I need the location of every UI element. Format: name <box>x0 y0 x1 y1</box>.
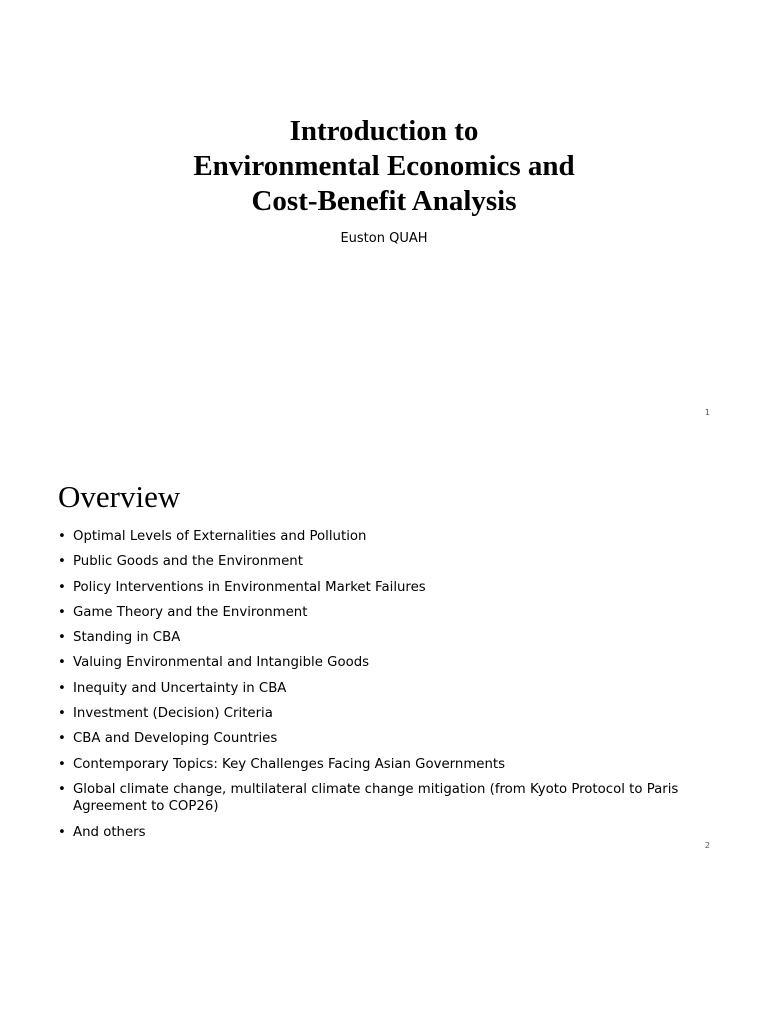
list-item-text: Contemporary Topics: Key Challenges Facing Asian Governments <box>73 756 506 772</box>
list-item-text: Standing in CBA <box>73 630 181 646</box>
bullet-dot-icon: • <box>58 604 66 620</box>
list-item <box>58 629 698 647</box>
list-item <box>58 781 698 816</box>
title-line: Cost-Benefit Analysis <box>251 185 517 217</box>
list-item <box>58 680 698 698</box>
overview-slide <box>0 432 768 864</box>
bullet-dot-icon: • <box>58 781 66 797</box>
list-item-text: CBA and Developing Countries <box>73 731 278 747</box>
list-item <box>58 604 698 622</box>
list-item <box>58 824 698 842</box>
title-line: Introduction to <box>289 115 479 147</box>
list-item-text: Policy Interventions in Environmental Market Failures <box>73 579 426 595</box>
list-item <box>58 705 698 723</box>
list-item <box>58 654 698 672</box>
bullet-dot-icon: • <box>58 554 66 570</box>
bullet-dot-icon: • <box>58 824 66 840</box>
slide-heading: Overview <box>58 479 181 514</box>
bullet-dot-icon: • <box>58 529 66 544</box>
list-item-text: Investment (Decision) Criteria <box>73 706 273 722</box>
list-item-text: Game Theory and the Environment <box>73 604 308 620</box>
title-line: Environmental Economics and <box>193 150 575 182</box>
page-number: 2 <box>704 841 710 850</box>
list-item <box>58 553 698 571</box>
bullet-dot-icon: • <box>58 756 66 772</box>
list-item <box>58 579 698 597</box>
bullet-list <box>58 528 698 849</box>
bullet-dot-icon: • <box>58 706 66 722</box>
title-slide <box>0 0 768 432</box>
list-item <box>58 756 698 774</box>
bullet-dot-icon: • <box>58 655 66 671</box>
list-item-text: Inequity and Uncertainty in CBA <box>73 680 287 696</box>
list-item-text: Global climate change, multilateral climate change mitigation (from Kyoto Protocol to Paris Agreement to COP26) <box>73 781 679 815</box>
list-item <box>58 528 698 546</box>
list-item-text: Optimal Levels of Externalities and Pollution <box>73 529 367 544</box>
list-item-text: And others <box>73 824 146 840</box>
bullet-dot-icon: • <box>58 630 66 646</box>
bullet-dot-icon: • <box>58 731 66 747</box>
bullet-dot-icon: • <box>58 680 66 696</box>
slide-title <box>84 114 684 219</box>
list-item-text: Public Goods and the Environment <box>73 554 303 570</box>
bullet-dot-icon: • <box>58 579 66 595</box>
list-item-text: Valuing Environmental and Intangible Goods <box>73 655 370 671</box>
author-name: Euston QUAH <box>340 231 428 246</box>
list-item <box>58 730 698 748</box>
page-number: 1 <box>704 408 710 417</box>
